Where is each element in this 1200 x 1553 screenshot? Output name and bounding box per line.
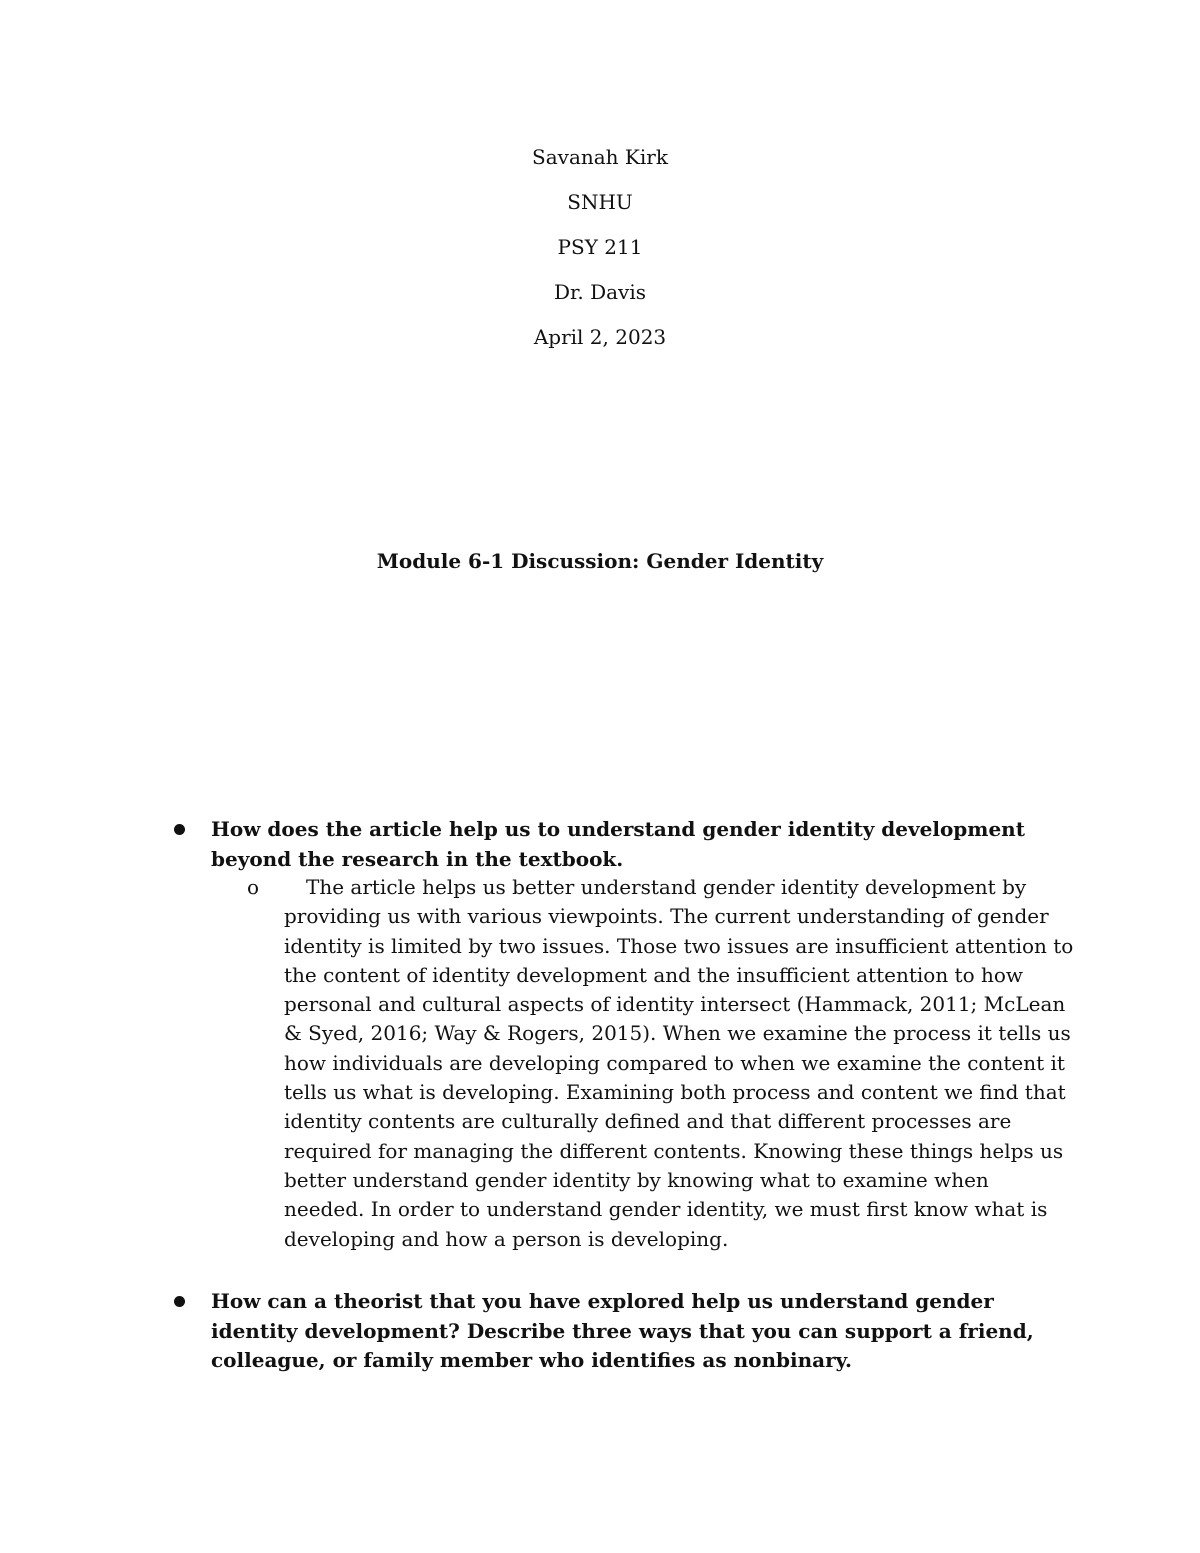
- course-code: PSY 211: [557, 235, 643, 259]
- document-title: Module 6-1 Discussion: Gender Identity: [376, 549, 824, 573]
- title-page-header: [0, 140, 1200, 365]
- submission-date: April 2, 2023: [533, 325, 667, 349]
- question-1: How does the article help us to understand gender identity development beyond the research in the textbook.: [211, 817, 1025, 871]
- answer-1: The article helps us better understand gender identity development by providing us with various viewpoints. The current understanding of gender identity is limited by two issues. Those two issues are insufficient attention to the content of identity development and the insufficient attention to how personal and cultural aspects of identity intersect (Hammack, 2011; McLean & Syed, 2016; Way & Rogers, 2015). When we examine the process it tells us how individuals are developing compared to when we examine the content it tells us what is developing. Examining both process and content we find that identity contents are culturally defined and that different processes are required for managing the different contents. Knowing these things helps us better understand gender identity by knowing what to examine when needed. In order to understand gender identity, we must first know what is developing and how a person is developing.: [284, 875, 1074, 1251]
- instructor-name: Dr. Davis: [553, 280, 647, 304]
- bullet-icon: [174, 1296, 185, 1307]
- bullet-icon: [174, 824, 185, 835]
- question-2: How can a theorist that you have explored help us understand gender identity development? Describe three ways that you can support a friend, colleague, or family member who identifies as nonbinary.: [211, 1289, 1034, 1372]
- institution-name: SNHU: [567, 190, 633, 214]
- author-name: Savanah Kirk: [532, 145, 668, 169]
- sub-bullet-marker: o: [247, 875, 260, 899]
